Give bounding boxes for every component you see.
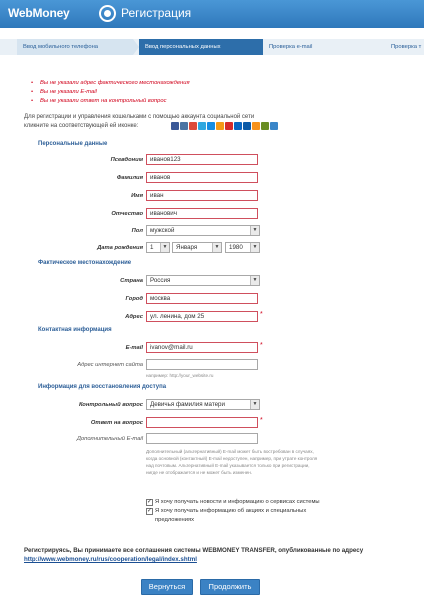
hint-line: над почтовым. Альтернативный E-mail указывается только при регистрации, bbox=[146, 463, 310, 468]
gender-value: мужской bbox=[150, 227, 175, 234]
openid-icon[interactable] bbox=[252, 122, 260, 130]
nickname-input[interactable]: иванов123 bbox=[146, 154, 258, 165]
hint-line: Дополнительный (альтернативный) E-mail может быть востребован в случаях, bbox=[146, 449, 314, 454]
email-label: E-mail bbox=[125, 345, 143, 351]
odnoklassniki-icon[interactable] bbox=[216, 122, 224, 130]
page-title: Регистрация bbox=[121, 6, 192, 20]
back-button[interactable]: Вернуться bbox=[141, 579, 193, 595]
city-input[interactable]: москва bbox=[146, 293, 258, 304]
header-bar bbox=[0, 0, 424, 28]
required-marker: * bbox=[260, 311, 263, 318]
promo-checkbox-row[interactable] bbox=[146, 507, 320, 516]
chevron-down-icon: ▼ bbox=[212, 243, 221, 252]
linkedin-icon[interactable] bbox=[234, 122, 242, 130]
promo-checkbox-label-cont: предложениях bbox=[155, 517, 195, 523]
birth-day-value: 1 bbox=[150, 244, 154, 251]
extra-email-label: Дополнительный E-mail bbox=[76, 436, 143, 442]
error-message: • Вы не указали E-mail bbox=[30, 88, 190, 97]
intro-line: кликните на соответствующей ей иконке: bbox=[24, 123, 139, 129]
required-marker: * bbox=[260, 342, 263, 349]
country-select[interactable] bbox=[146, 275, 260, 286]
address-label: Адрес bbox=[125, 314, 143, 320]
lastname-input[interactable]: иванов bbox=[146, 172, 258, 183]
chevron-down-icon: ▼ bbox=[250, 400, 259, 409]
question-value: Девичья фамилия матери bbox=[150, 401, 225, 408]
required-marker: * bbox=[260, 417, 263, 424]
nickname-label: Псевдоним bbox=[110, 157, 143, 163]
hint-line: нигде не отображается и не может быть изменен. bbox=[146, 470, 253, 475]
gender-label: Пол bbox=[131, 228, 143, 234]
promo-checkbox[interactable]: ✓ bbox=[147, 508, 153, 514]
chevron-down-icon: ▼ bbox=[250, 276, 259, 285]
promo-checkbox-row-cont bbox=[146, 516, 320, 525]
intro-line: Для регистрации и управления кошельками с помощью аккаунта социальной сети bbox=[24, 114, 255, 120]
extra-email-hint bbox=[146, 448, 396, 476]
birthdate-label: Дата рождения bbox=[97, 245, 143, 251]
webmoney-logo[interactable]: WebMoney bbox=[8, 6, 70, 20]
answer-input[interactable] bbox=[146, 417, 258, 428]
question-select[interactable] bbox=[146, 399, 260, 410]
section-personal: Персональные данные bbox=[38, 141, 108, 147]
agreement-text: Регистрируясь, Вы принимаете все соглашения системы WEBMONEY TRANSFER, опубликованные по адресу bbox=[24, 547, 364, 554]
error-message: • Вы не указали адрес фактического местонахождения bbox=[30, 79, 190, 88]
news-checkbox[interactable]: ✓ bbox=[147, 499, 153, 505]
step-personal-active: Ввод персональных данных bbox=[139, 39, 263, 55]
birth-year-value: 1980 bbox=[229, 244, 243, 251]
promo-checkbox-label: Я хочу получать информацию об акциях и специальных bbox=[155, 508, 307, 514]
answer-label: Ответ на вопрос bbox=[90, 420, 143, 426]
error-message: • Вы не указали ответ на контрольный вопрос bbox=[30, 97, 190, 106]
website-label: Адрес интернет сайта bbox=[77, 362, 143, 368]
hint-line: когда основной (контактный) E-mail недоступен, например, при утрате контроля bbox=[146, 456, 318, 461]
address-input[interactable]: ул. ленина, дом 25 bbox=[146, 311, 258, 322]
chevron-down-icon: ▼ bbox=[250, 243, 259, 252]
question-label: Контрольный вопрос bbox=[78, 402, 143, 408]
section-recovery: Информация для восстановления доступа bbox=[38, 384, 167, 390]
google-icon[interactable] bbox=[189, 122, 197, 130]
chevron-down-icon: ▼ bbox=[160, 243, 169, 252]
section-location: Фактическое местонахождение bbox=[38, 260, 132, 266]
step-phone-check: Проверка т bbox=[383, 39, 424, 55]
country-label: Страна bbox=[120, 278, 143, 284]
chevron-down-icon: ▼ bbox=[250, 226, 259, 235]
step-phone: Ввод мобильного телефона bbox=[17, 39, 133, 55]
news-checkbox-row[interactable] bbox=[146, 498, 320, 507]
website-input[interactable] bbox=[146, 359, 258, 370]
middlename-label: Отчество bbox=[111, 211, 143, 217]
birth-month-value: Января bbox=[176, 244, 198, 251]
vk-icon[interactable] bbox=[180, 122, 188, 130]
firstname-label: Имя bbox=[131, 193, 143, 199]
section-contact: Контактная информация bbox=[38, 327, 112, 333]
gender-select[interactable] bbox=[146, 225, 260, 236]
webmoney-logo-icon bbox=[99, 5, 116, 22]
subscription-checks bbox=[146, 498, 320, 525]
firstname-input[interactable]: иван bbox=[146, 190, 258, 201]
city-label: Город bbox=[125, 296, 143, 302]
continue-button[interactable]: Продолжить bbox=[200, 579, 260, 595]
lastname-label: Фамилия bbox=[116, 175, 143, 181]
webmoney-icon[interactable] bbox=[270, 122, 278, 130]
birth-month-select[interactable] bbox=[172, 242, 222, 253]
news-checkbox-label: Я хочу получать новости и информацию о сервисах системы bbox=[155, 499, 320, 505]
birth-year-select[interactable] bbox=[225, 242, 260, 253]
extra-email-input[interactable] bbox=[146, 433, 258, 444]
livejournal-icon[interactable] bbox=[243, 122, 251, 130]
yandex-icon[interactable] bbox=[225, 122, 233, 130]
myspace-icon[interactable] bbox=[261, 122, 269, 130]
middlename-input[interactable]: иванович bbox=[146, 208, 258, 219]
email-input[interactable]: ivanov@mail.ru bbox=[146, 342, 258, 353]
birth-day-select[interactable] bbox=[146, 242, 170, 253]
country-value: Россия bbox=[150, 277, 171, 284]
website-hint: например: http://your_website.ru bbox=[146, 373, 214, 378]
error-list bbox=[30, 79, 190, 106]
step-email: Проверка e-mail bbox=[263, 39, 383, 55]
facebook-icon[interactable] bbox=[171, 122, 179, 130]
mailru-icon[interactable] bbox=[207, 122, 215, 130]
agreement-link[interactable]: http://www.webmoney.ru/rus/cooperation/legal/index.shtml bbox=[24, 556, 197, 563]
twitter-icon[interactable] bbox=[198, 122, 206, 130]
